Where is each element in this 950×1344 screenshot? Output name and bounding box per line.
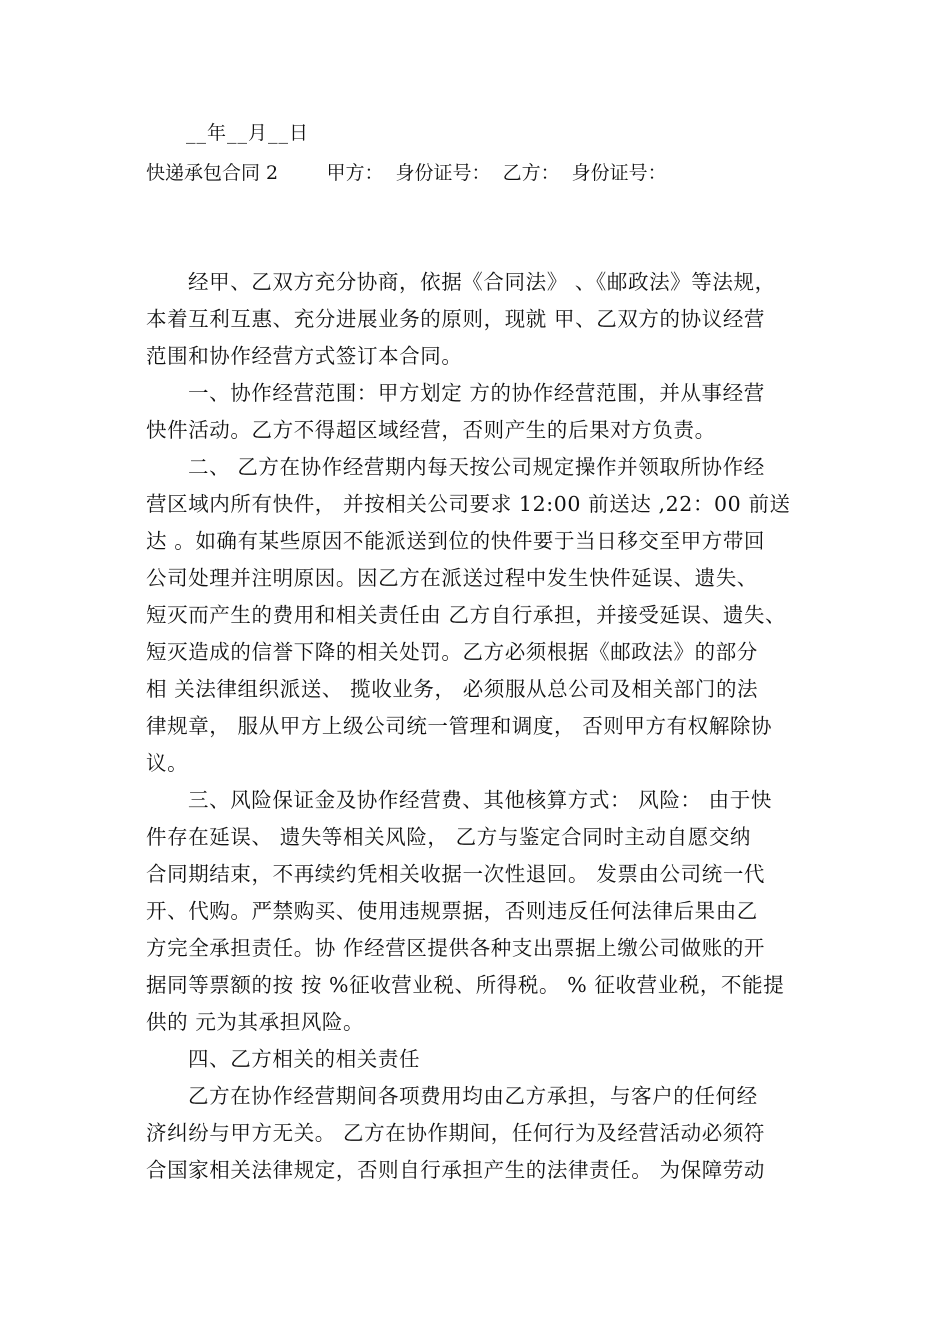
paragraph-line: 三、风险保证金及协作经营费、其他核算方式： 风险： 由于快 [188,788,772,812]
paragraph-line: 供的 元为其承担风险。 [146,1010,365,1034]
paragraph-line: 开、代购。严禁购买、使用违规票据，否则违反任何法律后果由乙 [146,899,758,923]
paragraph-line: 议。 [146,751,189,775]
paragraph [146,375,822,449]
paragraph-line: 四、乙方相关的相关责任 [188,1047,421,1071]
paragraph-line: 短灭造成的信誉下降的相关处罚。乙方必须根据《邮政法》的部分 [146,640,758,664]
paragraph [146,782,822,1041]
paragraph [146,1041,822,1078]
paragraph-line: 短灭而产生的费用和相关责任由 乙方自行承担，并接受延误、遗失、 [146,603,787,627]
date-line: __年__月__日 [186,122,310,144]
paragraph-line: 济纠纷与甲方无关。 乙方在协作期间，任何行为及经营活动必须符 [146,1121,766,1145]
paragraph-line: 相 关法律组织派送、 揽收业务， 必须服从总公司及相关部门的法 [146,677,759,701]
paragraph-line: 达 。如确有某些原因不能派送到位的快件要于当日移交至甲方带回 [146,529,766,553]
paragraph [146,449,822,782]
paragraph-line: 件存在延误、 遗失等相关风险， 乙方与鉴定合同时主动自愿交纳 [146,825,752,849]
paragraph-line: 快件活动。乙方不得超区域经营，否则产生的后果对方负责。 [146,418,716,442]
paragraph [146,264,822,375]
paragraph-line: 律规章， 服从甲方上级公司统一管理和调度， 否则甲方有权解除协 [146,714,773,738]
contract-body [146,264,822,1189]
paragraph-line: 一、协作经营范围：甲方划定 方的协作经营范围，并从事经营 [188,381,765,405]
contract-title-line: 快递承包合同 2 甲方： 身份证号： 乙方： 身份证号： [146,162,667,184]
paragraph-line: 公司处理并注明原因。因乙方在派送过程中发生快件延误、遗失、 [146,566,758,590]
paragraph-line: 范围和协作经营方式签订本合同。 [146,344,463,368]
paragraph-line: 合国家相关法律规定，否则自行承担产生的法律责任。 为保障劳动 [146,1158,766,1182]
paragraph-line: 方完全承担责任。协 作经营区提供各种支出票据上缴公司做账的开 [146,936,766,960]
paragraph-line: 合同期结束，不再续约凭相关收据一次性退回。 发票由公司统一代 [146,862,766,886]
paragraph-line: 据同等票额的按 按 %征收营业税、所得税。 % 征收营业税，不能提 [146,973,785,997]
paragraph-line: 乙方在协作经营期间各项费用均由乙方承担，与客户的任何经 [188,1084,758,1108]
paragraph-line: 经甲、乙双方充分协商，依据《合同法》 、《邮政法》等法规， [188,270,776,294]
paragraph-line: 二、 乙方在协作经营期内每天按公司规定操作并领取所协作经 [188,455,765,479]
paragraph-line: 营区域内所有快件， 并按相关公司要求 12:00 前送达 ,22：00 前送 [146,492,791,516]
paragraph [146,1078,822,1189]
paragraph-line: 本着互利互惠、充分进展业务的原则，现就 甲、乙双方的协议经营 [146,307,766,331]
